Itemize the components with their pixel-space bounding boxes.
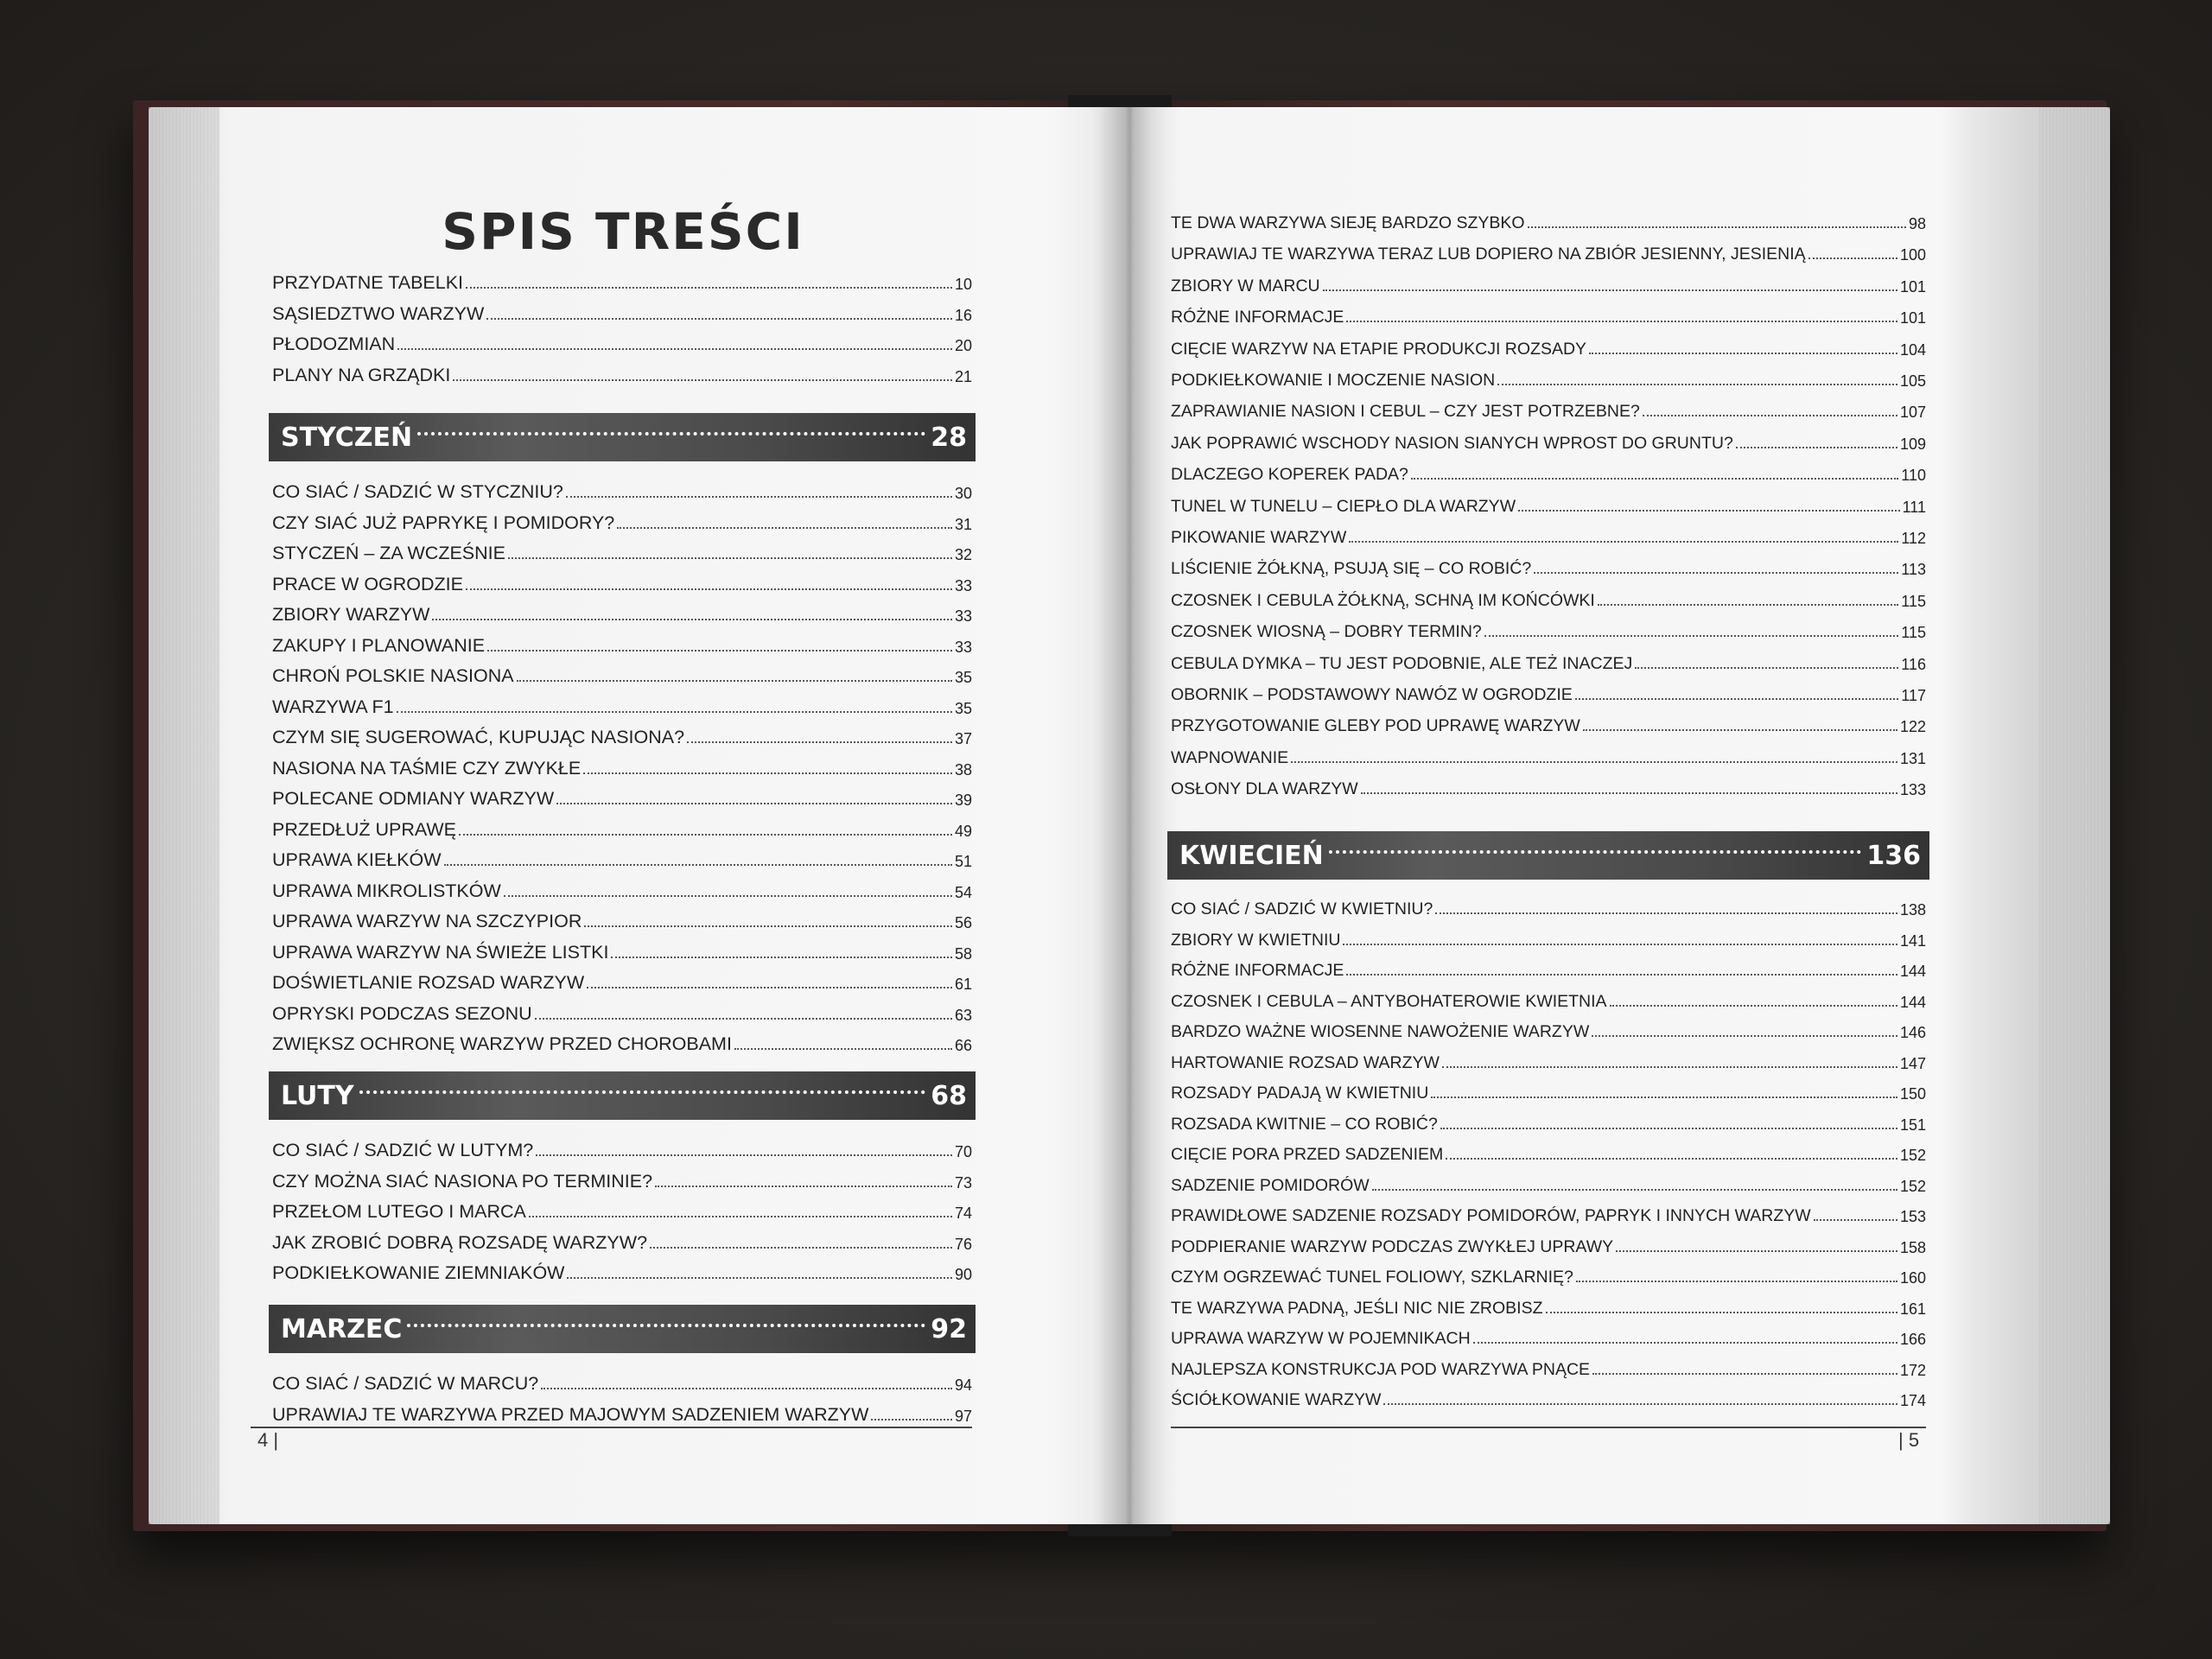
toc-entry <box>1171 1042 1926 1073</box>
toc-entry-page: 100 <box>1899 246 1926 264</box>
toc-entry-page: 56 <box>954 914 972 931</box>
toc-entry <box>1171 1103 1926 1135</box>
toc-entry-page: 166 <box>1899 1331 1926 1348</box>
toc-entry-page: 141 <box>1899 931 1926 950</box>
dot-leader <box>407 1324 925 1327</box>
toc-entry <box>1171 950 1926 981</box>
toc-entry-page: 152 <box>1899 1147 1926 1164</box>
dot-leader <box>1808 257 1897 259</box>
toc-entry <box>272 901 972 932</box>
toc-entry <box>1171 981 1926 1012</box>
toc-entry <box>1171 233 1926 264</box>
toc-entry-page: 144 <box>1899 963 1926 980</box>
month-section-header <box>269 1071 976 1120</box>
toc-entry <box>1171 454 1926 485</box>
toc-entry <box>1171 1134 1926 1165</box>
month-page: 92 <box>931 1313 967 1344</box>
toc-entry-page: 94 <box>954 1376 972 1394</box>
toc-entry-title: WAPNOWANIE <box>1171 747 1289 767</box>
toc-entry <box>1171 391 1926 422</box>
toc-entry-title: LIŚCIENIE ŻÓŁKNĄ, PSUJĄ SIĘ – CO ROBIĆ? <box>1171 559 1532 579</box>
dot-leader <box>1497 384 1897 385</box>
toc-entry <box>1171 919 1926 950</box>
toc-entry-page: 104 <box>1899 340 1926 359</box>
toc-entry <box>1171 1011 1926 1042</box>
toc-entry-title: PODPIERANIE WARZYW PODCZAS ZWYKŁEJ UPRAWY <box>1171 1236 1614 1256</box>
toc-entry-page: 33 <box>954 576 972 594</box>
toc-entry-page: 61 <box>954 976 972 993</box>
toc-entry-title: UPRAWA WARZYW NA ŚWIEŻE LISTKI <box>272 941 609 963</box>
toc-entry <box>272 963 972 994</box>
dot-leader <box>504 895 952 897</box>
toc-entry-title: OPRYSKI PODCZAS SEZONU <box>272 1002 532 1024</box>
toc-entry <box>272 717 972 748</box>
left-page <box>149 107 1129 1524</box>
toc-entry <box>1171 705 1926 736</box>
month-section-header <box>269 413 976 461</box>
dot-leader <box>687 741 952 743</box>
dot-leader <box>611 957 952 958</box>
dot-leader <box>466 287 952 289</box>
toc-entry <box>1171 486 1926 517</box>
toc-entry-page: 90 <box>954 1266 972 1283</box>
toc-entry <box>272 994 972 1025</box>
toc-entry-title: PLANY NA GRZĄDKI <box>272 364 451 385</box>
toc-entry <box>272 1363 972 1395</box>
toc-entry-title: ZAKUPY I PLANOWANIE <box>272 634 486 656</box>
toc-entry <box>1171 1349 1926 1380</box>
dot-leader <box>1383 1403 1897 1405</box>
dot-leader <box>536 1154 952 1156</box>
dot-leader <box>556 803 952 804</box>
toc-entry <box>272 533 972 564</box>
toc-entry-title: PRACE W OGRODZIE <box>272 573 463 594</box>
toc-entry-title: TE WARZYWA PADNĄ, JEŚLI NIC NIE ZROBISZ <box>1171 1298 1543 1318</box>
dot-leader <box>1343 944 1897 945</box>
toc-entry-page: 138 <box>1899 901 1926 918</box>
dot-leader <box>1643 415 1897 416</box>
toc-entry <box>1171 611 1926 642</box>
toc-entry-page: 20 <box>954 337 972 354</box>
toc-entry-title: TUNEL W TUNELU – CIEPŁO DLA WARZYW <box>1171 496 1516 516</box>
toc-entry-page: 70 <box>954 1143 972 1160</box>
toc-entry-title: CO SIAĆ / SADZIĆ W STYCZNIU? <box>272 481 563 502</box>
toc-entry-title: ROZSADA KWITNIE – CO ROBIĆ? <box>1171 1114 1438 1134</box>
toc-entry <box>272 656 972 687</box>
toc-entry-page: 63 <box>954 1006 972 1024</box>
toc-entry-title: OSŁONY DLA WARZYW <box>1171 779 1358 799</box>
toc-entry-title: CO SIAĆ / SADZIĆ W MARCU? <box>272 1373 539 1394</box>
toc-entry-page: 105 <box>1899 372 1926 390</box>
dot-leader <box>1372 1189 1897 1191</box>
toc-entry-page: 101 <box>1899 309 1926 327</box>
dot-leader <box>1598 604 1898 606</box>
toc-entry-page: 117 <box>1901 687 1926 704</box>
dot-leader <box>1518 510 1900 512</box>
dot-leader <box>1616 1250 1897 1252</box>
dot-leader <box>444 864 952 866</box>
toc-entry <box>272 1192 972 1223</box>
dot-leader <box>1534 572 1898 574</box>
toc-entry-page: 110 <box>1901 467 1926 485</box>
toc-entry <box>272 748 972 779</box>
toc-entry <box>1171 359 1926 391</box>
toc-entry-title: PRZEŁOM LUTEGO I MARCA <box>272 1201 526 1222</box>
toc-entry-title: UPRAWA KIEŁKÓW <box>272 849 442 870</box>
dot-leader <box>1576 1281 1897 1282</box>
toc-entry <box>272 1253 972 1284</box>
page-number: 4 | <box>257 1429 279 1451</box>
toc-entry-page: 49 <box>954 822 972 840</box>
toc-entry-title: ZAPRAWIANIE NASION I CEBUL – CZY JEST POTRZEBNE? <box>1171 402 1640 422</box>
toc-entry <box>272 472 972 503</box>
toc-entry-title: CO SIAĆ / SADZIĆ W KWIETNIU? <box>1171 899 1433 918</box>
dot-leader <box>1583 729 1897 731</box>
toc-entry-page: 35 <box>954 669 972 686</box>
toc-entry <box>1171 1195 1926 1226</box>
toc-entry-page: 174 <box>1899 1392 1926 1409</box>
toc-entry <box>272 626 972 657</box>
dot-leader <box>584 925 952 927</box>
toc-entry <box>1171 1379 1926 1410</box>
dot-leader <box>486 318 952 320</box>
toc-entry-title: CZOSNEK I CEBULA ŻÓŁKNĄ, SCHNĄ IM KOŃCÓWKI <box>1171 590 1595 610</box>
dot-leader <box>734 1048 952 1050</box>
dot-leader <box>617 527 952 529</box>
footer-rule <box>1171 1427 1926 1428</box>
dot-leader <box>587 987 952 988</box>
toc-entry-page: 161 <box>1899 1300 1926 1318</box>
dot-leader <box>583 772 952 774</box>
dot-leader <box>1473 1342 1897 1344</box>
toc-entry-title: TE DWA WARZYWA SIEJĘ BARDZO SZYBKO <box>1171 213 1525 232</box>
month-page: 28 <box>931 422 967 453</box>
toc-entry-page: 153 <box>1899 1208 1926 1225</box>
toc-entry-page: 66 <box>954 1037 972 1054</box>
toc-entry <box>1171 768 1926 799</box>
toc-entry-page: 31 <box>954 515 972 533</box>
toc-entry <box>1171 202 1926 233</box>
toc-entry-title: CZY MOŻNA SIAĆ NASIONA PO TERMINIE? <box>272 1170 653 1192</box>
dot-leader <box>432 619 952 620</box>
toc-entry-title: ZBIORY WARZYW <box>272 604 430 625</box>
dot-leader <box>1635 667 1898 669</box>
toc-entry-title: NAJLEPSZA KONSTRUKCJA POD WARZYWA PNĄCE <box>1171 1359 1591 1379</box>
toc-entry-title: DOŚWIETLANIE ROZSAD WARZYW <box>272 972 585 993</box>
toc-entry-title: CZYM OGRZEWAĆ TUNEL FOLIOWY, SZKLARNIĘ? <box>1171 1268 1573 1287</box>
month-name: STYCZEŃ <box>281 422 413 453</box>
toc-entry-page: 113 <box>1901 561 1926 579</box>
toc-entry <box>272 594 972 626</box>
toc-entry-page: 16 <box>954 306 972 324</box>
toc-entry-page: 109 <box>1899 435 1926 453</box>
toc-entry-title: DLACZEGO KOPEREK PADA? <box>1171 465 1408 485</box>
month-page: 136 <box>1866 840 1921 871</box>
dot-leader <box>1411 478 1898 480</box>
toc-entry <box>1171 737 1926 768</box>
toc-entry-title: ZWIĘKSZ OCHRONĘ WARZYW PRZED CHOROBAMI <box>272 1033 732 1054</box>
dot-leader <box>1446 1158 1897 1160</box>
toc-entry <box>1171 1256 1926 1287</box>
toc-entry <box>272 932 972 963</box>
dot-leader <box>1361 792 1897 794</box>
toc-entry <box>1171 1072 1926 1103</box>
toc-entry-page: 73 <box>954 1173 972 1192</box>
toc-entry-page: 115 <box>1901 624 1926 642</box>
toc-entry-page: 131 <box>1899 749 1926 767</box>
toc-entry <box>1171 580 1926 611</box>
toc-entry <box>272 324 972 355</box>
dot-leader <box>517 680 952 682</box>
toc-entry-page: 51 <box>954 853 972 870</box>
toc-entry <box>1171 643 1926 674</box>
toc-entry-title: BARDZO WAŻNE WIOSENNE NAWOŻENIE WARZYW <box>1171 1022 1590 1041</box>
toc-entry <box>272 503 972 534</box>
toc-entry-title: CEBULA DYMKA – TU JEST PODOBNIE, ALE TEŻ INACZEJ <box>1171 653 1633 673</box>
dot-leader <box>1575 698 1899 700</box>
dot-leader <box>1484 635 1899 637</box>
toc-entry-title: CZOSNEK WIOSNĄ – DOBRY TERMIN? <box>1171 622 1482 642</box>
toc-entry-title: NASIONA NA TAŚMIE CZY ZWYKŁE <box>272 757 582 779</box>
page-number: | 5 <box>1898 1429 1920 1451</box>
toc-entry-title: PIKOWANIE WARZYW <box>1171 528 1347 547</box>
toc-entry-page: 39 <box>954 791 972 809</box>
dot-leader <box>1291 761 1897 763</box>
toc-entry <box>1171 423 1926 454</box>
toc-entry-page: 172 <box>1899 1361 1926 1379</box>
dot-leader <box>397 711 952 713</box>
toc-entry <box>272 294 972 325</box>
toc-entry <box>272 871 972 902</box>
toc-entry-title: ZBIORY W MARCU <box>1171 276 1320 296</box>
month-section-header <box>1167 831 1929 880</box>
page-edges <box>149 107 219 1524</box>
dot-leader <box>529 1216 952 1217</box>
toc-entry-page: 97 <box>954 1407 972 1425</box>
toc-entry-page: 35 <box>954 699 972 717</box>
dot-leader <box>566 496 952 498</box>
toc-entry <box>1171 548 1926 579</box>
toc-entry-page: 144 <box>1899 993 1926 1011</box>
toc-entry-title: OBORNIK – PODSTAWOWY NAWÓZ W OGRODZIE <box>1171 685 1573 704</box>
dot-leader <box>466 588 952 590</box>
toc-entry-page: 10 <box>954 276 972 293</box>
toc-title: SPIS TREŚCI <box>442 202 804 261</box>
toc-entry <box>272 687 972 718</box>
toc-entry-page: 37 <box>954 730 972 747</box>
toc-entry-title: SĄSIEDZTWO WARZYW <box>272 302 485 324</box>
toc-entry-title: UPRAWA WARZYW W POJEMNIKACH <box>1171 1329 1471 1348</box>
toc-entry-title: CIĘCIE WARZYW NA ETAPIE PRODUKCJI ROZSADY <box>1171 339 1587 359</box>
dot-leader <box>1592 1035 1897 1037</box>
toc-entry-title: RÓŻNE INFORMACJE <box>1171 308 1344 327</box>
footer-rule <box>251 1427 972 1428</box>
dot-leader <box>359 1090 926 1094</box>
toc-entry <box>272 1223 972 1254</box>
toc-entry-title: PRZYDATNE TABELKI <box>272 272 464 293</box>
dot-leader <box>1329 850 1862 854</box>
toc-entry-page: 107 <box>1899 404 1926 422</box>
toc-entry <box>272 1395 972 1426</box>
toc-entry <box>272 355 972 386</box>
toc-entry-page: 54 <box>954 883 972 901</box>
dot-leader <box>1323 289 1897 291</box>
dot-leader <box>1814 1219 1897 1221</box>
toc-entry-page: 146 <box>1899 1024 1926 1041</box>
toc-entry <box>1171 1318 1926 1349</box>
toc-entry-title: PRZEDŁUŻ UPRAWĘ <box>272 818 457 840</box>
toc-entry-title: HARTOWANIE ROZSAD WARZYW <box>1171 1052 1440 1072</box>
toc-entry-title: PODKIEŁKOWANIE I MOCZENIE NASION <box>1171 371 1496 390</box>
dot-leader <box>1442 1066 1897 1068</box>
toc-entry-title: WARZYWA F1 <box>272 696 394 717</box>
toc-entry-page: 58 <box>954 944 972 963</box>
toc-entry-title: UPRAWIAJ TE WARZYWA TERAZ LUB DOPIERO NA ZBIÓR JESIENNY, JESIENIĄ <box>1171 245 1806 264</box>
toc-entry <box>1171 888 1926 919</box>
toc-entry <box>272 1024 972 1055</box>
toc-entry <box>1171 328 1926 359</box>
toc-entry-title: PŁODOZMIAN <box>272 334 396 354</box>
toc-entry-title: RÓŻNE INFORMACJE <box>1171 961 1344 980</box>
dot-leader <box>655 1185 952 1187</box>
dot-leader <box>508 557 952 559</box>
page-edges <box>2039 107 2110 1524</box>
dot-leader <box>459 834 952 836</box>
toc-entry-title: JAK ZROBIĆ DOBRĄ ROZSADĘ WARZYW? <box>272 1231 648 1253</box>
toc-entry-page: 101 <box>1899 277 1926 296</box>
dot-leader <box>1346 974 1897 976</box>
toc-entry-page: 158 <box>1899 1238 1926 1256</box>
toc-entry-title: SADZENIE POMIDORÓW <box>1171 1175 1370 1195</box>
toc-entry-title: CIĘCIE PORA PRZED SADZENIEM <box>1171 1145 1444 1164</box>
toc-entry-title: ZBIORY W KWIETNIU <box>1171 930 1341 950</box>
toc-entry-title: CZYM SIĘ SUGEROWAĆ, KUPUJĄC NASIONA? <box>272 727 685 747</box>
toc-entry-page: 76 <box>954 1235 972 1253</box>
toc-entry-title: POLECANE ODMIANY WARZYW <box>272 788 555 809</box>
month-name: MARZEC <box>281 1313 403 1344</box>
dot-leader <box>1592 1373 1897 1375</box>
toc-entry <box>272 810 972 841</box>
toc-entry-page: 21 <box>954 367 972 385</box>
dot-leader <box>650 1247 952 1249</box>
toc-entry-page: 33 <box>954 638 972 656</box>
dot-leader <box>397 348 952 350</box>
toc-entry <box>272 840 972 871</box>
toc-entry-page: 116 <box>1901 655 1926 673</box>
toc-entry-page: 150 <box>1899 1085 1926 1103</box>
toc-entry-page: 32 <box>954 546 972 563</box>
toc-entry-page: 30 <box>954 485 972 502</box>
month-section-header <box>269 1305 976 1353</box>
toc-entry <box>272 1161 972 1192</box>
month-page: 68 <box>931 1080 967 1111</box>
toc-entry-title: CHROŃ POLSKIE NASIONA <box>272 665 514 686</box>
dot-leader <box>1546 1312 1897 1313</box>
toc-entry <box>1171 1226 1926 1257</box>
toc-entry <box>1171 1287 1926 1319</box>
toc-entry-title: CZOSNEK I CEBULA – ANTYBOHATEROWIE KWIETNIA <box>1171 991 1607 1011</box>
toc-entry-title: PRZYGOTOWANIE GLEBY POD UPRAWĘ WARZYW <box>1171 716 1580 736</box>
dot-leader <box>1431 1096 1897 1098</box>
toc-entry <box>1171 265 1926 296</box>
dot-leader <box>1736 447 1897 448</box>
dot-leader <box>535 1018 952 1020</box>
dot-leader <box>417 432 925 435</box>
toc-entry-page: 151 <box>1899 1116 1926 1134</box>
toc-entry-page: 147 <box>1899 1054 1926 1072</box>
toc-entry-title: CO SIAĆ / SADZIĆ W LUTYM? <box>272 1140 534 1160</box>
toc-entry-title: UPRAWIAJ TE WARZYWA PRZED MAJOWYM SADZENIEM WARZYW <box>272 1403 869 1425</box>
dot-leader <box>1349 541 1898 543</box>
toc-entry-title: STYCZEŃ – ZA WCZEŚNIE <box>272 543 505 563</box>
toc-entry <box>272 779 972 810</box>
dot-leader <box>1589 353 1897 354</box>
dot-leader <box>1440 1128 1897 1129</box>
toc-entry-page: 98 <box>1908 215 1926 232</box>
toc-entry-title: UPRAWA WARZYW NA SZCZYPIOR <box>272 911 582 931</box>
toc-entry <box>1171 1165 1926 1196</box>
dot-leader <box>1528 226 1906 228</box>
dot-leader <box>871 1419 952 1421</box>
toc-entry-page: 111 <box>1902 498 1926 516</box>
toc-entry-page: 160 <box>1899 1269 1926 1287</box>
dot-leader <box>567 1277 952 1279</box>
right-page <box>1129 107 2110 1524</box>
dot-leader <box>453 379 952 381</box>
toc-entry <box>1171 296 1926 327</box>
toc-entry-page: 115 <box>1901 592 1926 610</box>
dot-leader <box>1610 1005 1897 1007</box>
month-name: KWIECIEŃ <box>1179 840 1324 871</box>
toc-entry-page: 33 <box>954 607 972 625</box>
toc-entry-title: JAK POPRAWIĆ WSCHODY NASION SIANYCH WPROST DO GRUNTU? <box>1171 433 1733 453</box>
dot-leader <box>1435 912 1897 914</box>
toc-entry-page: 122 <box>1899 718 1926 736</box>
dot-leader <box>487 650 952 652</box>
toc-entry-page: 112 <box>1901 530 1926 547</box>
toc-entry <box>1171 517 1926 548</box>
toc-entry-page: 152 <box>1899 1177 1926 1195</box>
toc-entry <box>272 1130 972 1161</box>
toc-entry-page: 133 <box>1899 781 1926 799</box>
toc-entry <box>1171 674 1926 705</box>
toc-entry-title: CZY SIAĆ JUŻ PAPRYKĘ I POMIDORY? <box>272 512 615 533</box>
toc-entry-title: PRAWIDŁOWE SADZENIE ROZSADY POMIDORÓW, PAPRYK I INNYCH WARZYW <box>1171 1206 1811 1225</box>
toc-entry-title: ROZSADY PADAJĄ W KWIETNIU <box>1171 1084 1429 1103</box>
toc-entry-page: 74 <box>954 1205 972 1222</box>
toc-entry-page: 38 <box>954 760 972 779</box>
toc-entry <box>272 263 972 294</box>
dot-leader <box>541 1388 952 1389</box>
toc-entry <box>272 564 972 595</box>
month-name: LUTY <box>281 1080 354 1111</box>
dot-leader <box>1346 321 1897 322</box>
toc-entry-title: ŚCIÓŁKOWANIE WARZYW <box>1171 1390 1382 1409</box>
toc-entry-title: UPRAWA MIKROLISTKÓW <box>272 880 501 901</box>
toc-entry-title: PODKIEŁKOWANIE ZIEMNIAKÓW <box>272 1262 565 1283</box>
